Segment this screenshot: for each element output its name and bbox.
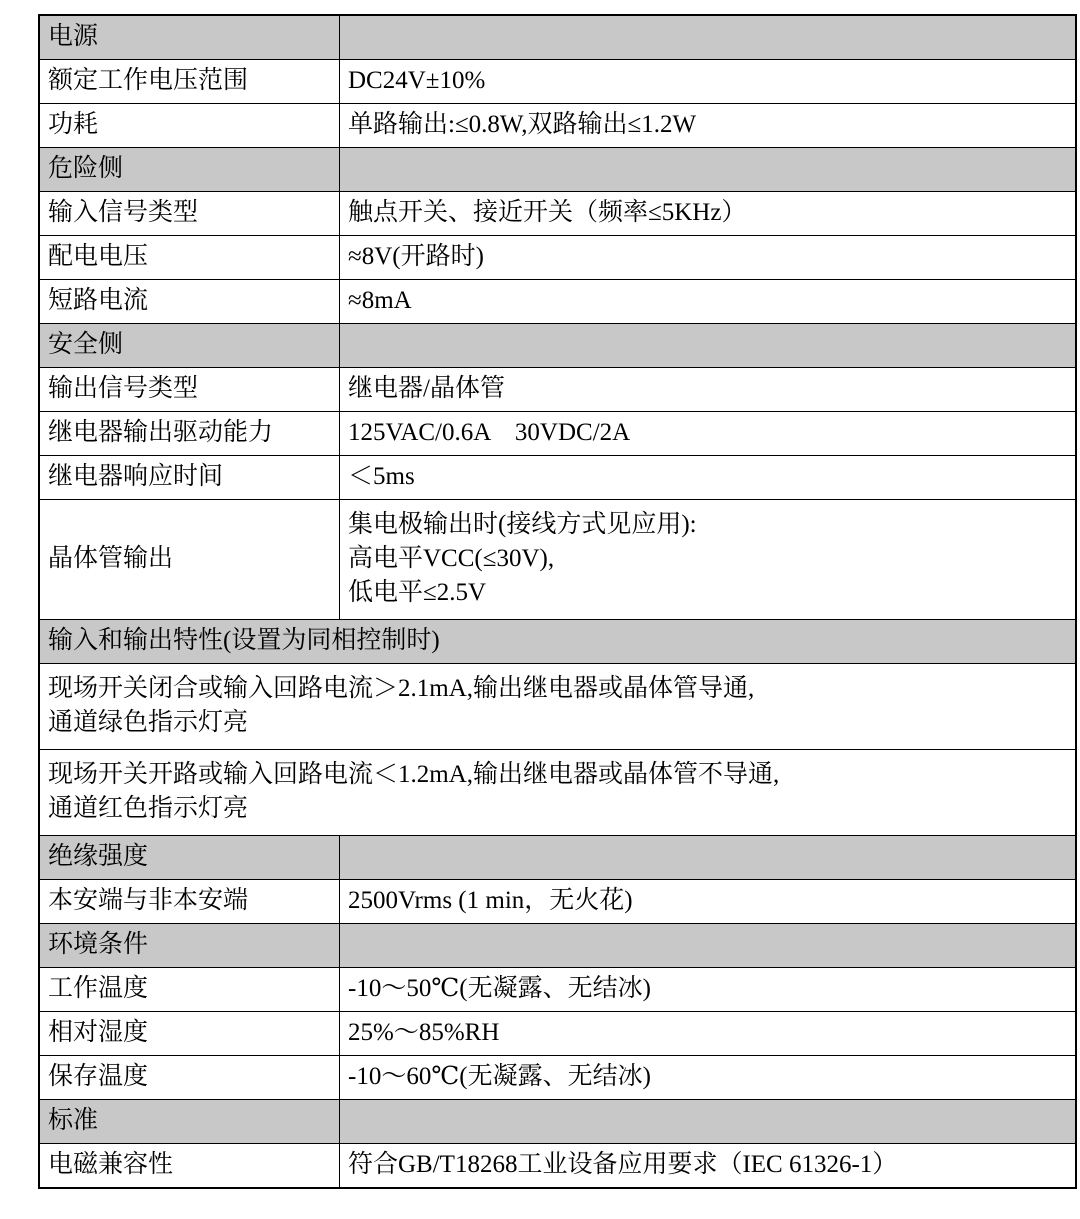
- row-value-relay-response-time: ＜5ms: [340, 456, 1077, 500]
- row-label-emc: 电磁兼容性: [39, 1144, 340, 1189]
- section-header-hazardous-side: 危险侧: [39, 148, 340, 192]
- table-row: [39, 924, 1076, 968]
- table-row: [39, 836, 1076, 880]
- row-value-short-circuit-current: ≈8mA: [340, 280, 1077, 324]
- table-row: [39, 620, 1076, 664]
- table-row: [39, 1012, 1076, 1056]
- table-row: [39, 664, 1076, 750]
- section-header-safe-side-value: [340, 324, 1077, 368]
- table-row: [39, 500, 1076, 620]
- table-row: [39, 750, 1076, 836]
- table-row: [39, 968, 1076, 1012]
- section-header-hazardous-side-value: [340, 148, 1077, 192]
- section-header-standards-value: [340, 1100, 1077, 1144]
- section-header-environmental-conditions-value: [340, 924, 1077, 968]
- section-header-standards: 标准: [39, 1100, 340, 1144]
- row-label-relative-humidity: 相对湿度: [39, 1012, 340, 1056]
- section-header-safe-side: 安全侧: [39, 324, 340, 368]
- section-header-insulation-strength-value: [340, 836, 1077, 880]
- row-value-storage-temperature: -10～60℃(无凝露、无结冰): [340, 1056, 1077, 1100]
- transistor-output-line-2: 高电平VCC(≤30V),: [348, 545, 555, 572]
- section-header-environmental-conditions: 环境条件: [39, 924, 340, 968]
- closed-switch-line-1: 现场开关闭合或输入回路电流＞2.1mA,输出继电器或晶体管导通,: [48, 675, 755, 702]
- section-header-insulation-strength: 绝缘强度: [39, 836, 340, 880]
- table-row: [39, 880, 1076, 924]
- row-label-short-circuit-current: 短路电流: [39, 280, 340, 324]
- table-row: [39, 1056, 1076, 1100]
- table-row: [39, 1100, 1076, 1144]
- row-value-relative-humidity: 25%～85%RH: [340, 1012, 1077, 1056]
- table-row: [39, 104, 1076, 148]
- section-header-io-characteristics: 输入和输出特性(设置为同相控制时): [39, 620, 1076, 664]
- section-header-power: 电源: [39, 15, 340, 60]
- row-value-closed-switch-behavior: [39, 664, 1076, 750]
- table-row: [39, 280, 1076, 324]
- row-label-storage-temperature: 保存温度: [39, 1056, 340, 1100]
- row-label-operating-temperature: 工作温度: [39, 968, 340, 1012]
- table-row: [39, 456, 1076, 500]
- table-row: [39, 368, 1076, 412]
- open-switch-line-1: 现场开关开路或输入回路电流＜1.2mA,输出继电器或晶体管不导通,: [48, 761, 780, 788]
- row-label-relay-drive-capability: 继电器输出驱动能力: [39, 412, 340, 456]
- row-value-output-signal-type: 继电器/晶体管: [340, 368, 1077, 412]
- row-label-power-consumption: 功耗: [39, 104, 340, 148]
- row-value-operating-temperature: -10～50℃(无凝露、无结冰): [340, 968, 1077, 1012]
- table-row: [39, 15, 1076, 60]
- row-label-transistor-output: 晶体管输出: [39, 500, 340, 620]
- row-value-emc: 符合GB/T18268工业设备应用要求（IEC 61326-1）: [340, 1144, 1077, 1189]
- row-label-intrinsic-safe-terminals: 本安端与非本安端: [39, 880, 340, 924]
- table-row: [39, 1144, 1076, 1189]
- row-value-input-signal-type: 触点开关、接近开关（频率≤5KHz）: [340, 192, 1077, 236]
- transistor-output-line-1: 集电极输出时(接线方式见应用):: [348, 511, 697, 538]
- table-row: [39, 148, 1076, 192]
- row-value-rated-voltage: DC24V±10%: [340, 60, 1077, 104]
- row-value-distribution-voltage: ≈8V(开路时): [340, 236, 1077, 280]
- table-body: [39, 15, 1076, 1188]
- section-header-power-value: [340, 15, 1077, 60]
- row-label-distribution-voltage: 配电电压: [39, 236, 340, 280]
- specifications-table: [38, 14, 1077, 1189]
- table-row: [39, 236, 1076, 280]
- row-value-transistor-output: [340, 500, 1077, 620]
- row-value-intrinsic-safe-terminals: 2500Vrms (1 min，无火花): [340, 880, 1077, 924]
- closed-switch-line-2: 通道绿色指示灯亮: [48, 709, 249, 736]
- row-value-open-switch-behavior: [39, 750, 1076, 836]
- open-switch-line-2: 通道红色指示灯亮: [48, 795, 249, 822]
- row-label-output-signal-type: 输出信号类型: [39, 368, 340, 412]
- table-row: [39, 324, 1076, 368]
- row-value-relay-drive-capability: 125VAC/0.6A 30VDC/2A: [340, 412, 1077, 456]
- row-value-power-consumption: 单路输出:≤0.8W,双路输出≤1.2W: [340, 104, 1077, 148]
- row-label-relay-response-time: 继电器响应时间: [39, 456, 340, 500]
- row-label-rated-voltage: 额定工作电压范围: [39, 60, 340, 104]
- table-row: [39, 192, 1076, 236]
- row-label-input-signal-type: 输入信号类型: [39, 192, 340, 236]
- transistor-output-line-3: 低电平≤2.5V: [348, 579, 487, 606]
- table-row: [39, 412, 1076, 456]
- table-row: [39, 60, 1076, 104]
